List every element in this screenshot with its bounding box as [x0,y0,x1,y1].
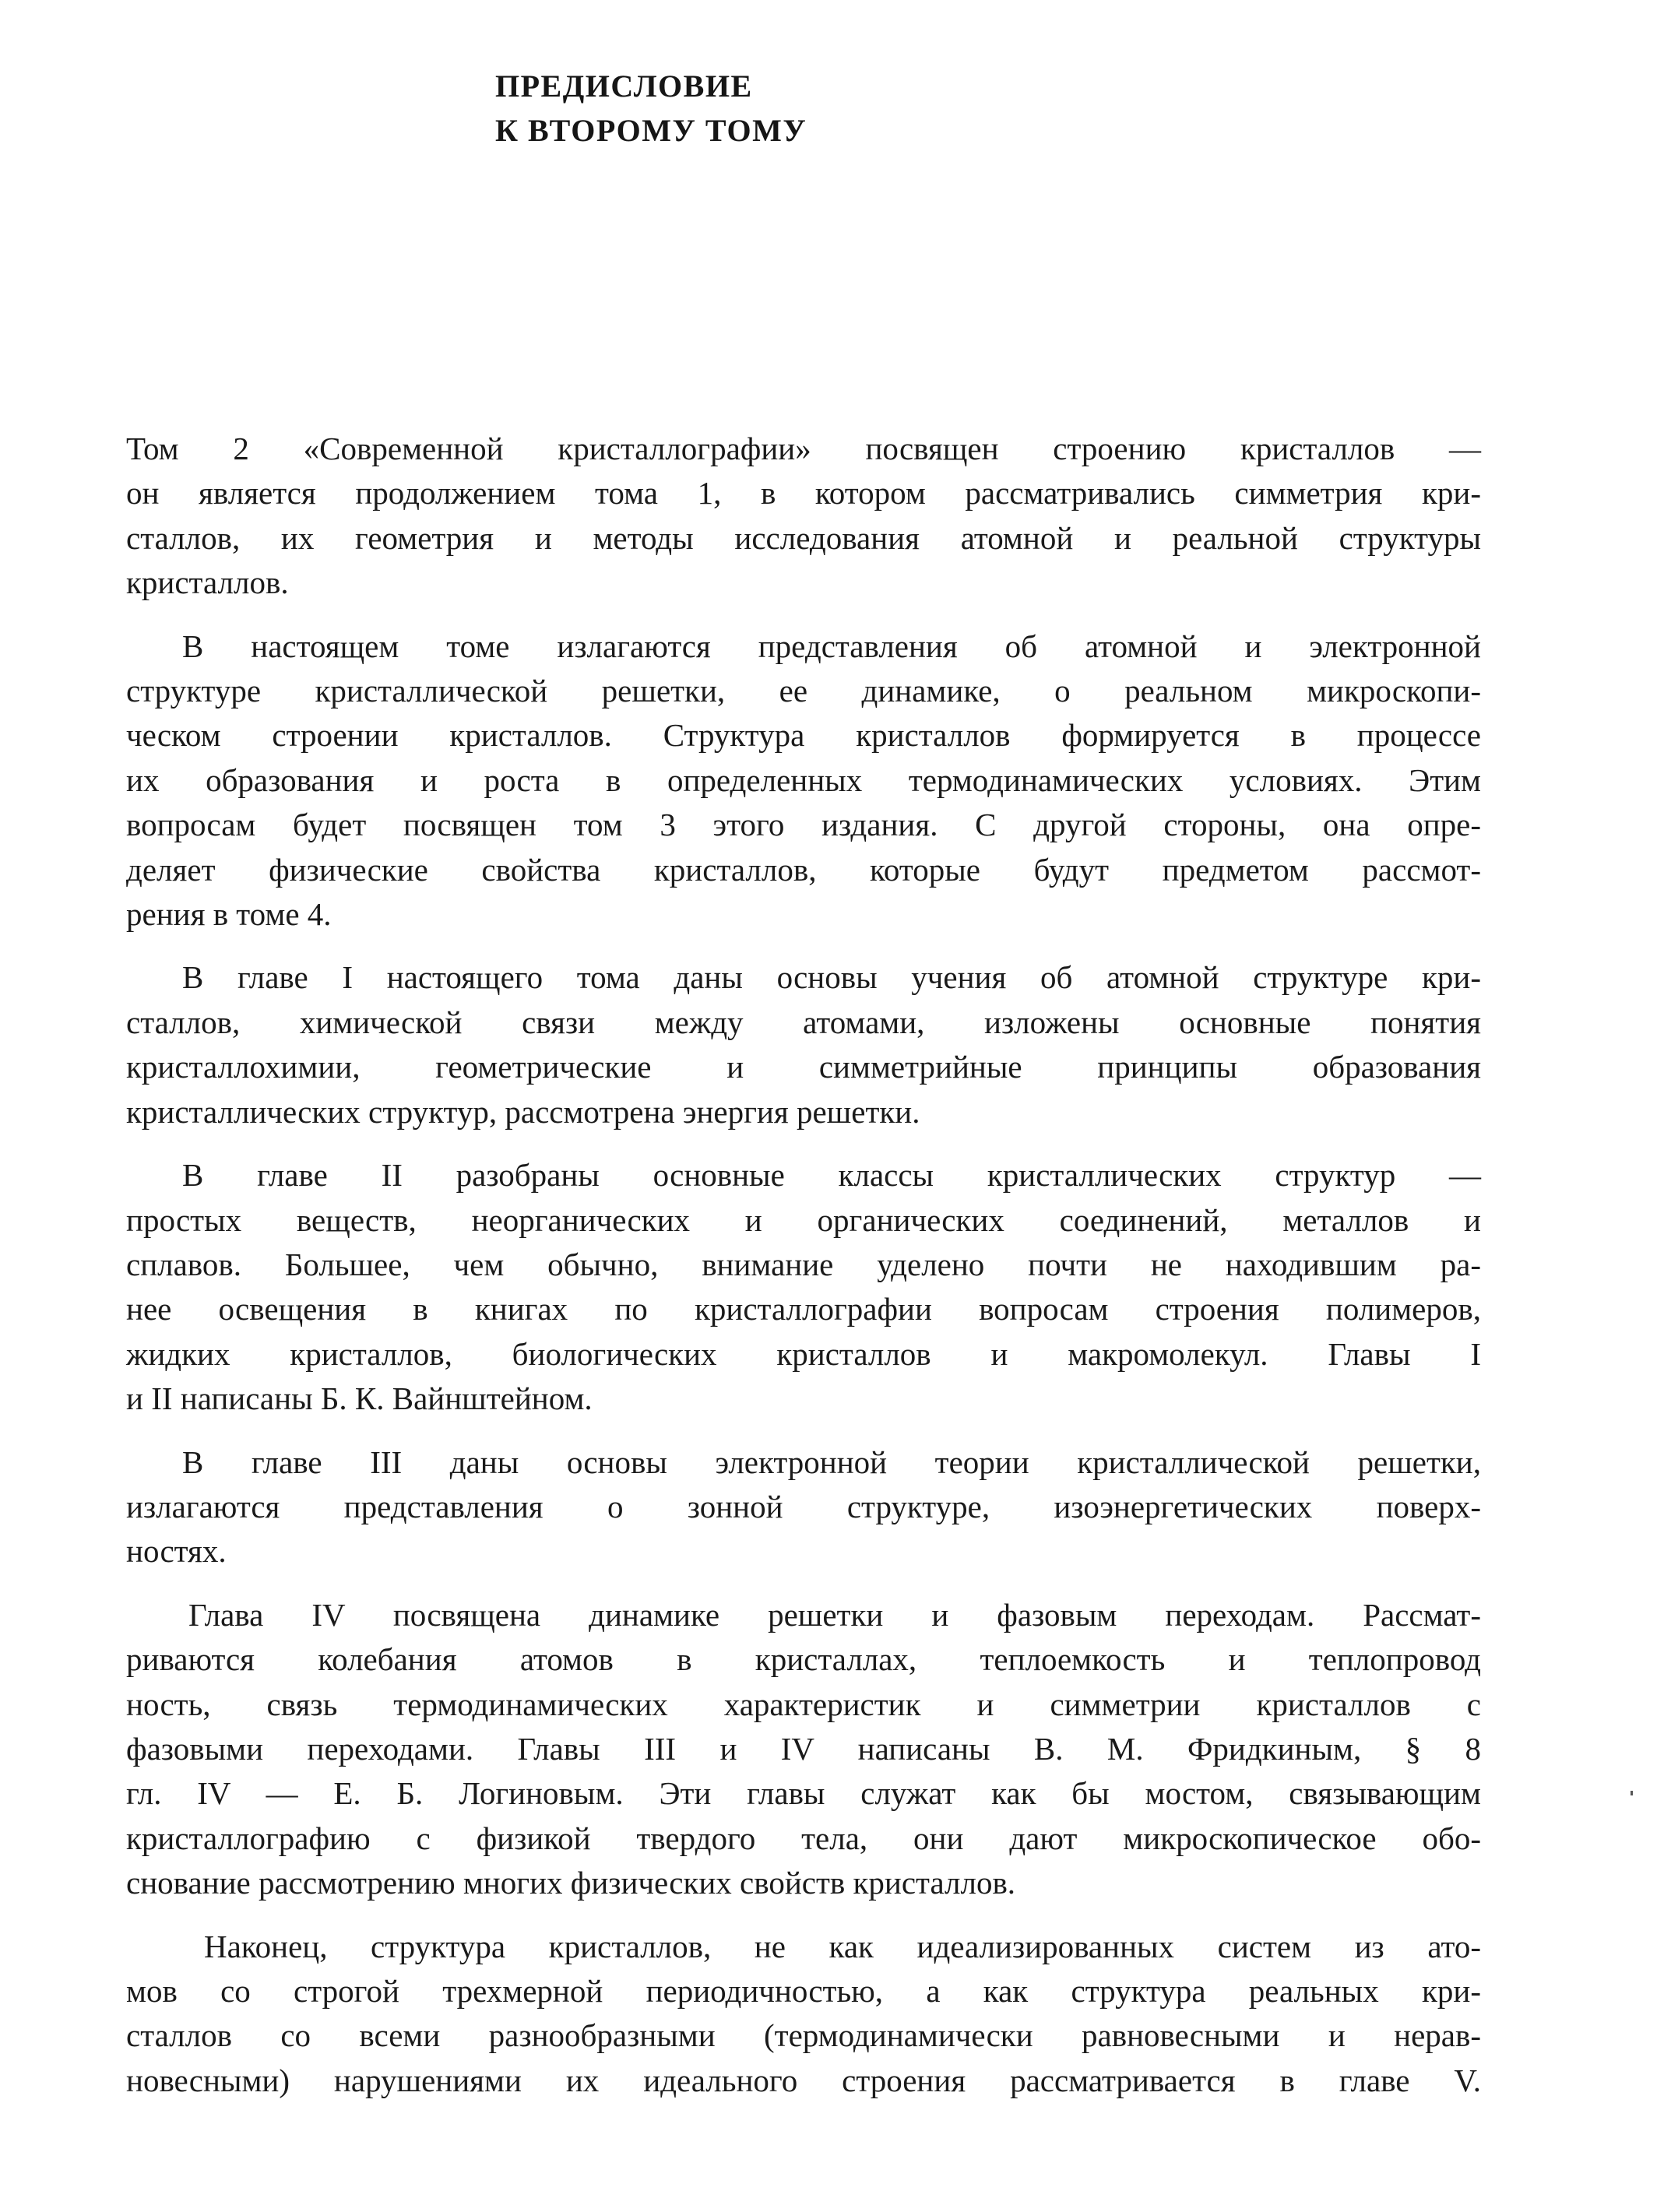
text-line: ностях. [126,1533,227,1570]
heading-line-1: ПРЕДИСЛОВИЕ [495,69,753,104]
chapter-heading [495,64,807,153]
text-line: кристаллов. [126,564,289,601]
paragraph-2 [126,624,1481,937]
text-line: сталлов со всеми разнообразными (термодинамически равновесными и нерав- [126,2017,1481,2054]
preface-body [126,427,1481,2122]
text-line: снование рассмотрению многих физических свойств кристаллов. [126,1865,1016,1901]
text-line: структуре кристаллической решетки, ее динамике, о реальном микроскопи- [126,673,1481,709]
text-line: кристаллических структур, рассмотрена энергия решетки. [126,1093,920,1130]
text-line: сплавов. Большее, чем обычно, внимание уделено почти не находившим ра- [126,1246,1481,1282]
text-line: нее освещения в книгах по кристаллографии вопросам строения полимеров, [126,1291,1481,1328]
scan-speck [1631,1791,1633,1795]
paragraph-5 [126,1440,1481,1574]
heading-line-2: К ВТОРОМУ ТОМУ [495,113,807,148]
text-line: сталлов, химической связи между атомами, изложены основные понятия [126,1004,1481,1040]
text-line: деляет физические свойства кристаллов, которые будут предметом рассмот- [126,851,1481,888]
text-line: вопросам будет посвящен том 3 этого издания. С другой стороны, она опре- [126,807,1481,843]
text-line: В настоящем томе излагаются представления об атомной и электронной [182,628,1481,664]
text-line: В главе II разобраны основные классы кристаллических структур — [182,1157,1481,1194]
text-line: их образования и роста в определенных термодинамических условиях. Этим [126,761,1481,798]
text-line: кристаллохимии, геометрические и симметрийные принципы образования [126,1049,1481,1085]
text-line: ность, связь термодинамических характеристик и симметрии кристаллов с [126,1686,1481,1722]
text-line: кристаллографию с физикой твердого тела, они дают микроскопическое обо- [126,1820,1481,1856]
text-line: Наконец, структура кристаллов, не как идеализированных систем из ато- [204,1928,1481,1964]
text-line: рения в томе 4. [126,896,332,933]
text-line: Том 2 «Современной кристаллографии» посвящен строению кристаллов — [126,431,1481,466]
paragraph-4 [126,1153,1481,1421]
text-line: гл. IV — Е. Б. Логиновым. Эти главы служат как бы мостом, связывающим [126,1775,1481,1812]
paragraph-1 [126,427,1481,606]
text-line: ческом строении кристаллов. Структура кристаллов формируется в процессе [126,717,1481,754]
text-line: В главе III даны основы электронной теории кристаллической решетки, [182,1444,1481,1480]
paragraph-6 [126,1593,1481,1906]
text-line: В главе I настоящего тома даны основы учения об атомной структуре кри- [182,959,1481,996]
text-line: Глава IV посвящена динамике решетки и фазовым переходам. Рассмат- [188,1596,1481,1633]
paragraph-3 [126,955,1481,1134]
text-line: жидких кристаллов, биологических кристаллов и макромолекул. Главы I [126,1335,1481,1372]
text-line: излагаются представления о зонной структуре, изоэнергетических поверх- [126,1488,1481,1524]
text-line: и II написаны Б. К. Вайнштейном. [126,1380,593,1417]
text-line: риваются колебания атомов в кристаллах, теплоемкость и теплопровод [126,1641,1481,1678]
text-line: сталлов, их геометрия и методы исследования атомной и реальной структуры [126,519,1481,556]
text-line: простых веществ, неорганических и органических соединений, металлов и [126,1201,1481,1238]
text-line: фазовыми переходами. Главы III и IV написаны В. М. Фридкиным, § 8 [126,1730,1481,1767]
text-line: новесными) нарушениями их идеального строения рассматривается в главе V. [126,2062,1481,2098]
paragraph-7 [126,1925,1481,2104]
text-line: мов со строгой трехмерной периодичностью, а как структура реальных кри- [126,1973,1481,2009]
text-line: он является продолжением тома 1, в котором рассматривались симметрия кри- [126,475,1481,512]
